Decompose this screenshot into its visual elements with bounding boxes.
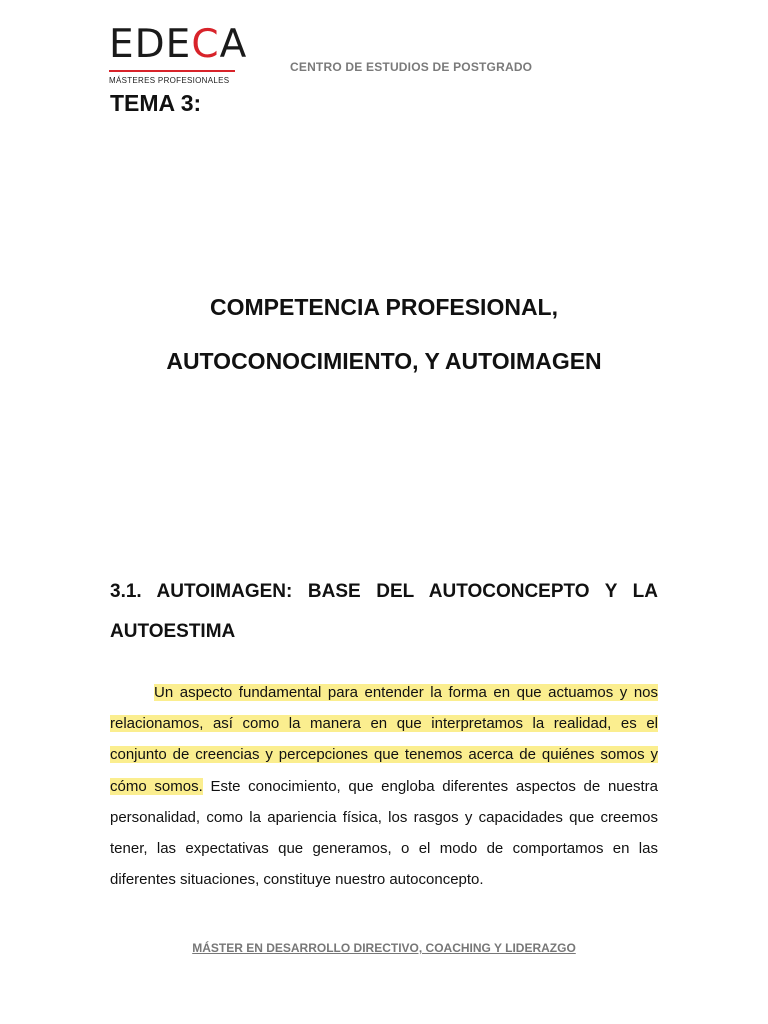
title-line-2: AUTOCONOCIMIENTO, Y AUTOIMAGEN: [166, 348, 602, 374]
page-title: [0, 280, 768, 388]
logo-wordmark: EDECA: [109, 22, 248, 67]
section-heading: 3.1. AUTOIMAGEN: BASE DEL AUTOCONCEPTO Y LA AUTOESTIMA: [110, 581, 658, 642]
logo-tagline: MÁSTERES PROFESIONALES: [109, 76, 230, 85]
tema-label: TEMA 3:: [110, 90, 202, 116]
body-paragraph: [110, 677, 658, 895]
title-line-1: COMPETENCIA PROFESIONAL,: [210, 294, 558, 320]
highlighted-text: Un aspecto fundamental para entender la forma en que actuamos y nos relacionamos, así como la manera en que interpretamos la realidad, es el conjunto de creencias y percepciones que tenemos acerca de quiénes somos y cómo somos.: [110, 684, 658, 795]
logo-rule: [109, 70, 235, 72]
logo-accent-letter: C: [191, 22, 220, 67]
edeca-logo: [109, 22, 248, 85]
paragraph-text: Este conocimiento, que engloba diferentes aspectos de nuestra personalidad, como la apariencia física, los rasgos y capacidades que creemos tener, las expectativas que generamos, o el modo de comportamos en las diferentes situaciones, constituye nuestro autoconcepto.: [110, 777, 658, 889]
footer-program-name: MÁSTER EN DESARROLLO DIRECTIVO, COACHING Y LIDERAZGO: [192, 941, 576, 955]
center-name: CENTRO DE ESTUDIOS DE POSTGRADO: [290, 60, 533, 74]
